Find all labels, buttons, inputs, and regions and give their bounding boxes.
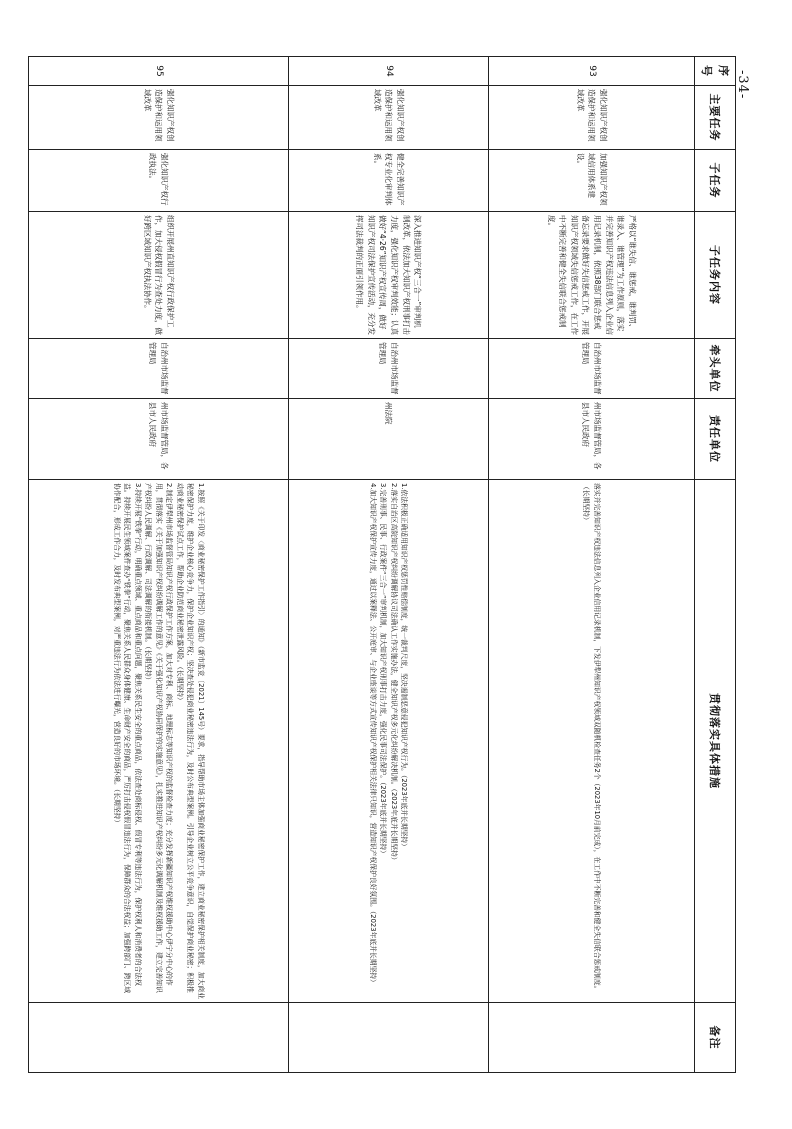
row-content: 组织开展州直知识产权行政保护工作，加大侵权假冒行为查处力度，做好跨区域知识产权执法协作。: [28, 212, 288, 339]
header-lead: 牵头单位: [694, 339, 735, 399]
page-number: -34-: [735, 70, 750, 100]
row-lead: 自治州市场监督管理局: [28, 339, 288, 399]
header-content: 子任务内容: [694, 212, 735, 339]
row-main-task: 强化知识产权创造保护和运用领域改革: [28, 86, 288, 150]
header-responsible: 责任单位: [694, 399, 735, 480]
table-row: [28, 57, 288, 1073]
row-responsible: 州市场监督管局，各县市人民政府: [488, 399, 694, 480]
measure-item: 4.加大知识产权保护宣传力度，通过以案释法、公开庭审、与企业座谈等方式宣传知识产权保护相关法律只知识，营造知识产权保护良好氛围。（2023年底并长期坚持）: [368, 483, 377, 986]
row-lead: 自治州市场监督管理局: [288, 339, 488, 399]
rotated-page: [51, 56, 736, 1072]
row-responsible: 州法院: [288, 399, 488, 480]
measure-item: 1.依法积极正确适用知识产权惩罚性赔偿制度，统一裁判尺度，坚决遏制恶意侵犯知识产权行为。（2023年底并长期坚持）: [400, 483, 409, 851]
row-lead: 自治州市场监督管理局: [488, 339, 694, 399]
row-no: 93: [488, 57, 694, 86]
row-no: 95: [28, 57, 288, 86]
row-note: [288, 1003, 488, 1073]
row-note: [28, 1003, 288, 1073]
row-main-task: 强化知识产权创造保护和运用领域改革: [488, 86, 694, 150]
header-row: [694, 57, 735, 1073]
row-measures: [28, 480, 288, 1003]
row-subtask: 强化知识产权行政执法。: [28, 150, 288, 212]
header-no: 序号: [694, 57, 735, 86]
header-subtask: 子任务: [694, 150, 735, 212]
header-note: 备注: [694, 1003, 735, 1073]
table-row: [288, 57, 488, 1073]
measure-item: 2.落实自治区高院知识产权纠纷调解协议司法确认工作实施办法，健全知识产权多元化纠纷解决机制。（2023年底并长期坚持）: [389, 483, 398, 864]
row-measures: [288, 480, 488, 1003]
row-subtask: 健全完善知识产权专业化审判体系。: [288, 150, 488, 212]
row-main-task: 强化知识产权创造保护和运用领域改革: [288, 86, 488, 150]
row-measures: [488, 480, 694, 1003]
row-no: 94: [288, 57, 488, 86]
row-content: 严格以“谁失信、谁惩戒，谁判罚、谁录入、谁管理”为工作原则，落实并完善知识产权违法信息列入企业信用记录机制，依照38部门联合惩戒备忘录要求做好失信惩戒工作，开展知识产权领域失信惩戒工作，在工作中不断完善和健全失信联合惩戒制度。: [488, 212, 694, 339]
header-measures: 贯彻落实具体措施: [694, 480, 735, 1003]
header-main-task: 主要任务: [694, 86, 735, 150]
row-responsible: 州市场监督管局，各县市人民政府: [28, 399, 288, 480]
measure-item: 3.完善刑事、民事、行政案件“三合一”审判机制，加大知识产权刑事打击力度，强化民事司法保护。（2023年底并长期坚持）: [379, 483, 388, 858]
row-subtask: 加强知识产权领域信用体系建设。: [488, 150, 694, 212]
table-row: [488, 57, 694, 1073]
row-note: [488, 1003, 694, 1073]
row-content: 深入推进知识产权“三合一”审判机制改革，依法加大知识产权刑事打击力度，强化知识产权审判效能；认真做好“4·26”知识产权宣传周，做好知识产权司法保护宣传活动，充分发挥司法裁判的正面引领作用。: [288, 212, 488, 339]
measure-item: 落实并完善知识产权违法信息列入企业信用记录机制，下发伊犁州知识产权领域双随机检查任务2个（2023年10月前完成），在工作中不断完善和健全失信联合惩戒制度。（长期坚持）: [582, 483, 601, 993]
measure-item: 1.按照《关于印发〈商业秘密保护工作指引〉的通知》（新市监竞〔2021〕145号）要求，指导帮助市场主体加强商业秘密保护工作，建立商业秘密保护相关制度，加大商业秘密保护力度，维护企业核心竞争力，保护企业知识产权；坚决查处侵犯商业秘密违法行为，及时公布典型案例。引导企业树立公平竞争意识，自觉保护商业秘密；积极推动商业秘密保护试点工作，帮助企业防范商业秘密泄露风险。（长期坚持）: [175, 483, 205, 999]
task-table: [28, 56, 736, 1073]
measure-item: 2.制定伊犁州市场监督管局知识产权行政保护工作方案，加大对专利、商标、地理标志等知识产权的监督检查力度；充分发挥新疆知识产权维权援助中心伊宁分中心的作用，贯彻落实《关于加强知识产权纠纷调解工作的意见》《关于强化知识产权协同保护的实施意见》，扎实推进知识产权纠纷多元化调解机制及维权援助工作，建立完善知识产权纠纷人民调解、行政调解、司法调解的衔接机制。（长期坚持）: [144, 483, 174, 993]
measure-item: 3.持续开展“铁拳”行动，明确重点领域、重点商品和重点问题，聚焦关系民生安全的重点商品，依法查处商标侵权、假冒专利等违法行为，保护权利人和消费者的合法权益。持续开展民生领域案件查办“铁拳”行动，聚焦关系人民群众身体健康、生命财产安全的商品，严厉打击侵权假冒违法行为，保障群众的合法权益；加强跨部门、跨区域协作配合，形成工作合力，及时发布典型案例，对严重违法行为依法进行曝光，营造良好的市场环境。（长期坚持）: [112, 483, 142, 994]
